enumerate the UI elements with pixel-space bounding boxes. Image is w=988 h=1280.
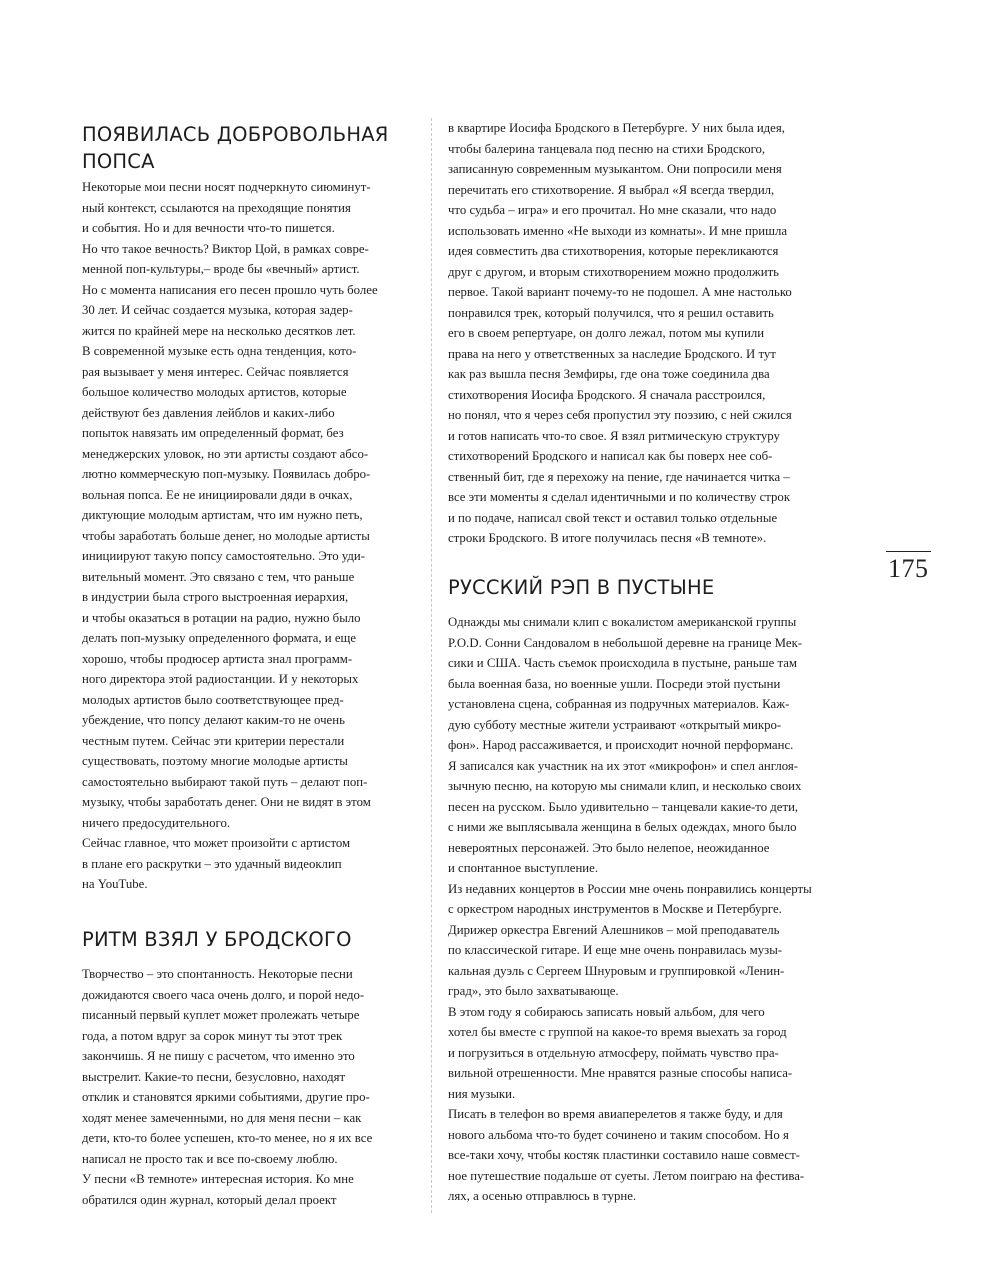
text-line: написал не просто так и все по-своему люблю. <box>82 1151 338 1166</box>
text-line: стихотворения Иосифа Бродского. Я сначала расстроился, <box>448 387 766 402</box>
text-line: песен на русском. Было удивительно – танцевали какие-то дети, <box>448 799 799 814</box>
text-line: У песни «В темноте» интересная история. Ко мне <box>82 1172 354 1186</box>
text-line: перечитать его стихотворение. Я выбрал «Я всегда твердил, <box>448 182 775 197</box>
text-line: его в своем репертуаре, он долго лежал, потом мы купили <box>448 326 765 340</box>
text-line: на YouTube. <box>82 877 148 891</box>
text-line: чтобы балерина танцевала под песню на стихи Бродского, <box>448 141 766 156</box>
text-line: ное путешествие подальше от суеты. Летом поиграю на фестива- <box>448 1168 805 1183</box>
text-line: строки Бродского. В итоге получилась песня «В темноте». <box>448 531 767 545</box>
text-line: все-таки хочу, чтобы костяк пластинки составило наше совмест- <box>448 1148 800 1162</box>
text-line: но понял, что я через себя пропустил эту поэзию, с ней сжился <box>448 408 792 422</box>
text-line: и по подаче, написал свой текст и оставил только отдельные <box>448 510 778 525</box>
text-line: лютно коммерческую поп-музыку. Появилась добро- <box>82 467 371 481</box>
text-line: ного директора этой радиостанции. И у некоторых <box>82 672 359 686</box>
text-line: дожидаются своего часа очень долго, и порой недо- <box>82 987 365 1002</box>
text-line: была военная база, но военные ушли. Посреди этой пустыни <box>448 676 781 691</box>
text-line: В современной музыке есть одна тенденция, кото- <box>82 344 357 358</box>
text-line: в плане его раскрутки – это удачный видеоклип <box>82 856 342 871</box>
text-line: стихотворений Бродского и написал как бы поверх нее соб- <box>448 449 773 463</box>
text-line: фон». Народ рассаживается, и происходит ночной перформанс. <box>448 738 794 752</box>
text-line: использовать именно «Не выходи из комнаты». И мне пришла <box>448 223 788 238</box>
text-line: ничего предосудительного. <box>82 815 231 830</box>
text-line: действуют без давления лейблов и каких-либо <box>82 405 335 420</box>
text-line: с ними же выплясывала женщина в белых одеждах, много было <box>448 820 797 834</box>
text-line: сики и США. Часть съемок происходила в пустыне, раньше там <box>448 656 797 670</box>
text-line: нового альбома что-то будет сочинено и таким способом. Но я <box>448 1127 789 1142</box>
text-line: установлена сцена, собранная из подручных материалов. Каж- <box>448 697 790 711</box>
text-line: Дирижер оркестра Евгений Алешников – мой преподаватель <box>448 922 780 937</box>
text-line: зычную песню, на которую мы снимали клип, и несколько своих <box>448 779 802 793</box>
column-divider <box>431 118 432 1213</box>
text-line: отклик и становятся яркими событиями, другие про- <box>82 1090 370 1104</box>
text-line: P.O.D. Сонни Сандовалом в небольшой деревне на границе Мек- <box>448 635 803 650</box>
heading-line-1: ПОЯВИЛАСЬ ДОБРОВОЛЬНАЯ <box>82 123 389 146</box>
text-line: в индустрии была строго выстроенная иерархия, <box>82 590 349 604</box>
text-line: Некоторые мои песни носят подчеркнуто сиюминут- <box>82 180 371 194</box>
text-line: Но с момента написания его песен прошло чуть более <box>82 282 378 297</box>
text-line: обратился один журнал, который делал проект <box>82 1192 337 1207</box>
text-line: ния музыки. <box>448 1086 516 1101</box>
text-line: друг с другом, и вторым стихотворением можно продолжить <box>448 264 780 279</box>
text-line: писанный первый куплет может пролежать четыре <box>82 1008 360 1022</box>
text-line: записанную современным музыкантом. Они попросили меня <box>448 162 782 176</box>
text-line: закончишь. Я не пишу с расчетом, что именно это <box>82 1049 355 1063</box>
text-line: права на него у ответственных за наследие Бродского. И тут <box>448 346 776 361</box>
text-line: ходят менее замеченными, но для меня песни – как <box>82 1110 362 1125</box>
text-line: Однажды мы снимали клип с вокалистом американской группы <box>448 615 797 629</box>
text-line: и события. Но и для вечности что-то пишется. <box>82 221 335 235</box>
text-line: попыток навязать им определенный формат, без <box>82 426 344 440</box>
text-line: вольная попса. Ее не инициировали дяди в очках, <box>82 487 353 502</box>
text-line: чтобы заработать больше денег, но молодые артисты <box>82 528 370 543</box>
text-line: Сейчас главное, что может произойти с артистом <box>82 836 351 850</box>
text-line: дети, кто-то более успешен, кто-то менее, но я их все <box>82 1131 373 1145</box>
text-line: понравился трек, который получился, что я решил оставить <box>448 305 774 320</box>
text-line: Творчество – это спонтанность. Некоторые песни <box>82 967 353 981</box>
text-line: большое количество молодых артистов, которые <box>82 385 347 399</box>
text-line: хотел бы вместе с группой на какое-то время выехать за город <box>448 1025 787 1039</box>
section-body-desert-rap <box>448 612 878 1207</box>
text-line: и погрузиться в отдельную атмосферу, поймать чувство пра- <box>448 1045 779 1060</box>
text-line: делать поп-музыку определенного формата, и еще <box>82 631 357 645</box>
text-line: по классической гитаре. И еще мне очень понравилась музы- <box>448 943 783 957</box>
text-line: жится по крайней мере на несколько десятков лет. <box>82 323 356 338</box>
text-line: град», это было захватывающе. <box>448 984 619 998</box>
text-line: вительный момент. Это связано с тем, что раньше <box>82 569 355 584</box>
text-line: хорошо, чтобы продюсер артиста знал программ- <box>82 651 353 666</box>
section-body-popsa <box>82 177 418 895</box>
text-line: музыку, чтобы заработать денег. Они не видят в этом <box>82 795 371 809</box>
section-body-brodsky <box>82 964 418 1210</box>
text-line: самостоятельно выбирают такой путь – делают поп- <box>82 774 368 789</box>
text-line: вильной отрешенности. Мне нравятся разные способы написа- <box>448 1066 793 1080</box>
text-line: менной поп-культуры,– вроде бы «вечный» артист. <box>82 262 360 276</box>
text-line: ственный бит, где я перехожу на пение, где начинается читка – <box>448 469 790 484</box>
text-line: существовать, поэтому многие молодые артисты <box>82 754 348 768</box>
text-line: и чтобы оказаться в ротации на радио, нужно было <box>82 610 361 625</box>
text-line: кальная дуэль с Сергеем Шнуровым и группировкой «Ленин- <box>448 963 785 978</box>
text-line: ный контекст, ссылаются на преходящие понятия <box>82 200 351 215</box>
text-line: Я записался как участник на их этот «микрофон» и спел англоя- <box>448 758 799 773</box>
text-line: Писать в телефон во время авиаперелетов я также буду, и для <box>448 1107 783 1121</box>
text-line: и готов написать что-то свое. Я взял ритмическую структуру <box>448 428 780 443</box>
text-line: в квартире Иосифа Бродского в Петербурге. У них была идея, <box>448 121 785 135</box>
text-line: В этом году я собираюсь записать новый альбом, для чего <box>448 1004 765 1019</box>
text-line: года, а потом вдруг за сорок минут ты этот трек <box>82 1028 343 1043</box>
text-line: что судьба – игра» и его прочитал. Но мне сказали, что надо <box>448 203 777 217</box>
continuation-body <box>448 118 878 549</box>
section-heading-desert-rap: РУССКИЙ РЭП В ПУСТЫНЕ <box>448 576 715 599</box>
text-line: невероятных персонажей. Это было нелепое, неожиданное <box>448 840 770 855</box>
text-line: Но что такое вечность? Виктор Цой, в рамках совре- <box>82 241 369 256</box>
text-line: как раз вышла песня Земфиры, где она тоже соединила два <box>448 367 770 381</box>
text-line: молодых артистов было соответствующее пред- <box>82 692 344 707</box>
text-line: все эти моменты я сделал идентичными и по количеству строк <box>448 490 791 504</box>
page-number: 175 <box>886 551 931 584</box>
text-line: инициируют такую попсу самостоятельно. Это уди- <box>82 549 366 563</box>
text-line: и спонтанное выступление. <box>448 861 599 875</box>
section-heading-popsa <box>82 121 418 175</box>
text-line: менеджерских уловок, но эти артисты создают абсо- <box>82 446 369 461</box>
text-line: убеждение, что попсу делают каким-то не очень <box>82 713 345 727</box>
text-line: Из недавних концертов в России мне очень понравились концерты <box>448 881 812 896</box>
text-line: честным путем. Сейчас эти критерии перестали <box>82 733 345 748</box>
text-line: 30 лет. И сейчас создается музыка, которая задер- <box>82 303 353 317</box>
text-line: рая вызывает у меня интерес. Сейчас появляется <box>82 364 349 379</box>
text-line: идея совместить два стихотворения, которые перекликаются <box>448 244 779 258</box>
text-line: диктующие молодым артистам, что им нужно петь, <box>82 508 363 522</box>
heading-line-2: ПОПСА <box>82 150 155 173</box>
text-line: выстрелит. Какие-то песни, безусловно, находят <box>82 1069 346 1084</box>
text-line: первое. Такой вариант почему-то не подошел. А мне настолько <box>448 285 792 299</box>
text-line: с оркестром народных инструментов в Москве и Петербурге. <box>448 902 782 916</box>
section-heading-brodsky: РИТМ ВЗЯЛ У БРОДСКОГО <box>82 928 352 951</box>
text-line: лях, а осенью отправлюсь в турне. <box>448 1189 637 1203</box>
text-line: дую субботу местные жители устраивают «открытый микро- <box>448 717 782 732</box>
